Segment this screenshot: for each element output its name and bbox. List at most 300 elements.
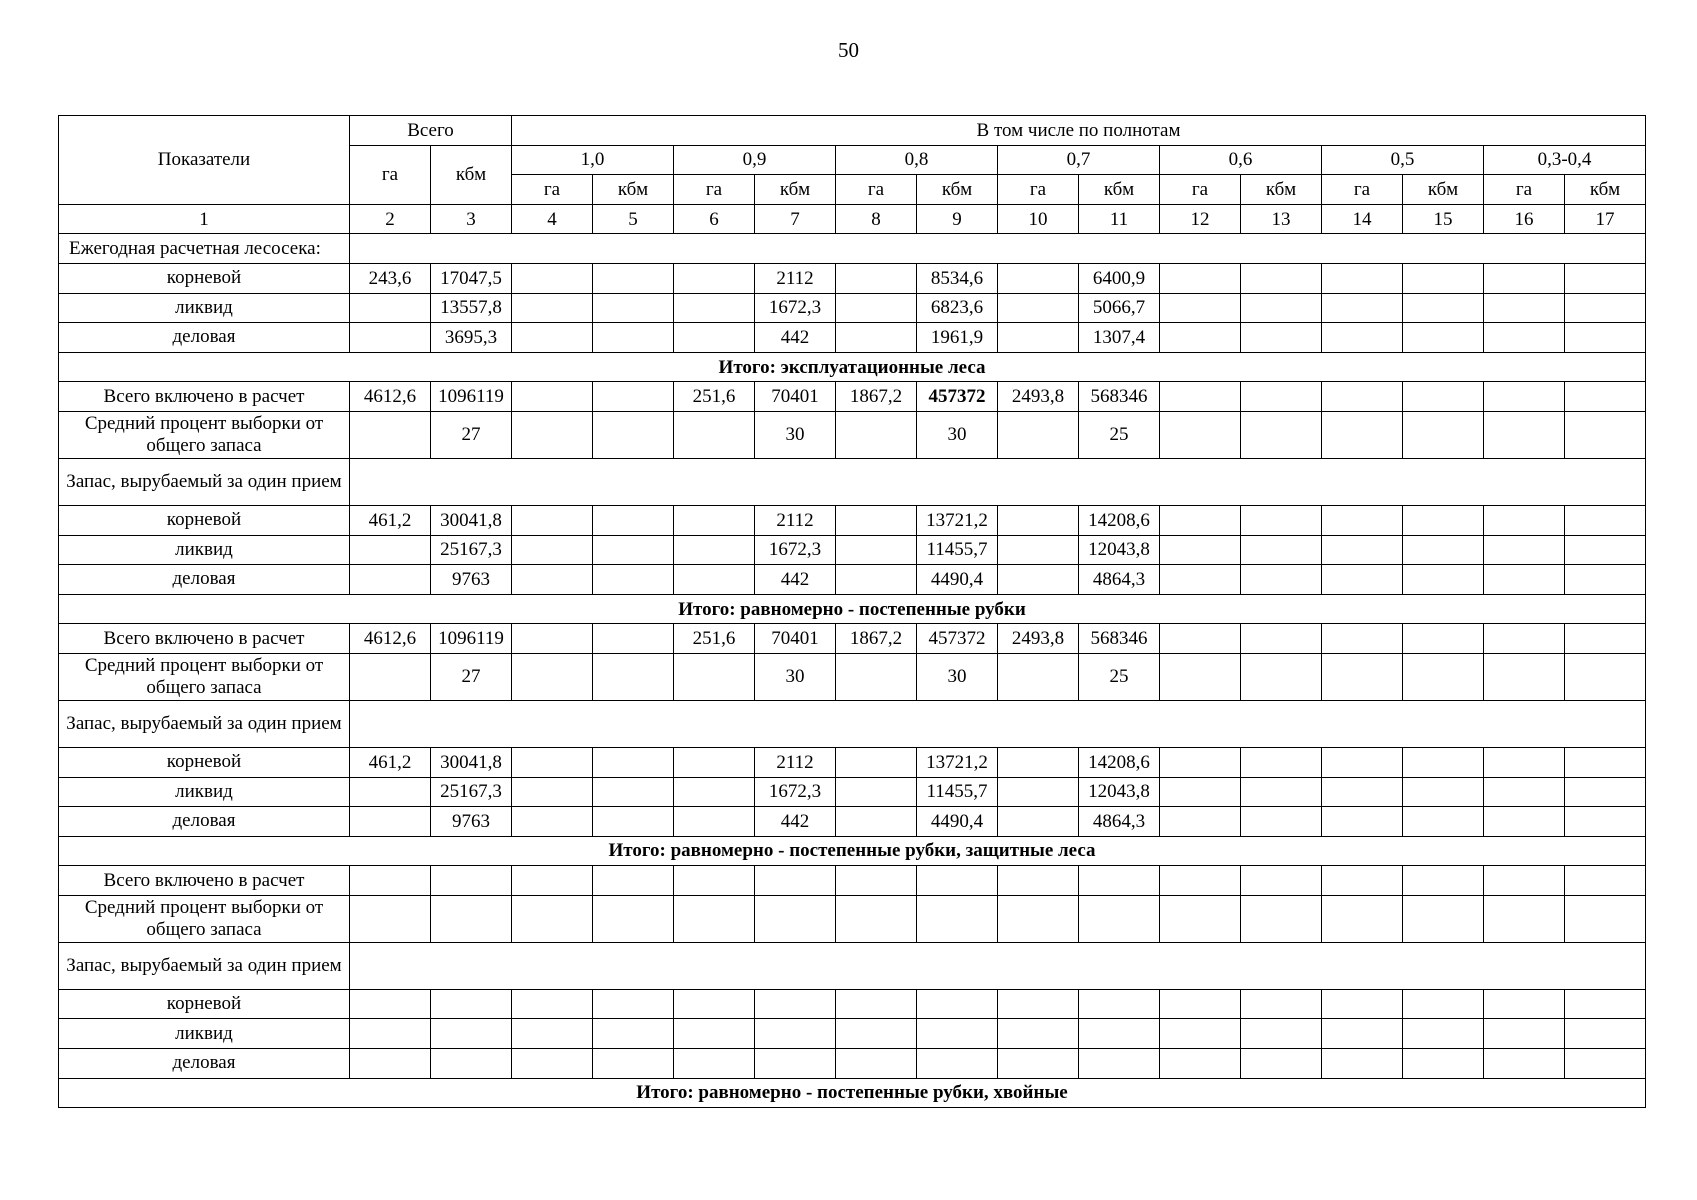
column-number-row	[59, 204, 1646, 234]
header-total-ha: га	[350, 145, 431, 204]
data-cell: 442	[755, 565, 836, 595]
data-cell	[998, 411, 1079, 458]
row-label: корневой	[59, 505, 350, 535]
column-number-cell: 2	[350, 204, 431, 234]
data-cell	[998, 895, 1079, 942]
data-cell	[1160, 624, 1241, 654]
row-label: деловая	[59, 1049, 350, 1079]
data-cell	[998, 807, 1079, 837]
row-label: Средний процент выборки от общего запаса	[59, 895, 350, 942]
data-cell	[1322, 263, 1403, 293]
data-cell: 4864,3	[1079, 807, 1160, 837]
data-cell	[674, 747, 755, 777]
row-label: деловая	[59, 565, 350, 595]
data-cell	[512, 411, 593, 458]
data-cell	[1484, 382, 1565, 412]
table-row	[59, 505, 1646, 535]
data-cell	[593, 411, 674, 458]
data-cell: 27	[431, 411, 512, 458]
data-cell	[1484, 323, 1565, 353]
data-cell: 12043,8	[1079, 777, 1160, 807]
data-cell	[1565, 866, 1646, 896]
header-unit-ha: га	[1160, 175, 1241, 205]
data-cell	[1160, 323, 1241, 353]
row-label: Запас, вырубаемый за один прием	[59, 458, 350, 505]
data-cell	[998, 293, 1079, 323]
column-number-cell: 17	[1565, 204, 1646, 234]
data-cell	[1484, 1049, 1565, 1079]
data-cell	[512, 624, 593, 654]
row-label: Запас, вырубаемый за один прием	[59, 700, 350, 747]
header-unit-ha: га	[674, 175, 755, 205]
data-cell	[1322, 1019, 1403, 1049]
data-cell	[1322, 293, 1403, 323]
data-cell	[1484, 263, 1565, 293]
group-label-row	[59, 234, 1646, 264]
table-row	[59, 1049, 1646, 1079]
section-title: Итого: равномерно - постепенные рубки, хвойные	[59, 1078, 1646, 1108]
data-cell	[674, 293, 755, 323]
data-cell: 25	[1079, 653, 1160, 700]
data-cell	[1322, 747, 1403, 777]
table-row	[59, 293, 1646, 323]
column-number-cell: 8	[836, 204, 917, 234]
data-cell	[674, 323, 755, 353]
data-cell	[512, 382, 593, 412]
data-cell	[512, 1019, 593, 1049]
data-cell	[1565, 323, 1646, 353]
table-row	[59, 323, 1646, 353]
data-cell: 6400,9	[1079, 263, 1160, 293]
table-row	[59, 895, 1646, 942]
data-cell	[1403, 293, 1484, 323]
row-label: ликвид	[59, 293, 350, 323]
group-label-row	[59, 458, 1646, 505]
table-row	[59, 411, 1646, 458]
data-cell	[512, 747, 593, 777]
data-cell	[1403, 565, 1484, 595]
table-row	[59, 263, 1646, 293]
data-cell: 30041,8	[431, 505, 512, 535]
data-cell	[755, 1019, 836, 1049]
row-label: Всего включено в расчет	[59, 624, 350, 654]
header-unit-kbm: кбм	[593, 175, 674, 205]
data-cell	[1160, 505, 1241, 535]
section-title: Итого: эксплуатационные леса	[59, 352, 1646, 382]
data-cell: 30	[917, 653, 998, 700]
column-number-cell: 5	[593, 204, 674, 234]
data-cell	[998, 1019, 1079, 1049]
data-cell: 9763	[431, 565, 512, 595]
section-total-row	[59, 594, 1646, 624]
data-cell	[836, 989, 917, 1019]
data-cell	[1160, 1049, 1241, 1079]
data-cell	[350, 411, 431, 458]
data-cell	[431, 1019, 512, 1049]
data-cell	[1565, 505, 1646, 535]
data-cell	[593, 989, 674, 1019]
data-cell: 1867,2	[836, 624, 917, 654]
data-cell	[1403, 895, 1484, 942]
data-cell: 1867,2	[836, 382, 917, 412]
data-cell: 1672,3	[755, 535, 836, 565]
row-label: ликвид	[59, 777, 350, 807]
data-cell	[1565, 895, 1646, 942]
data-cell: 12043,8	[1079, 535, 1160, 565]
data-cell	[1160, 1019, 1241, 1049]
data-cell	[593, 293, 674, 323]
data-cell	[1484, 505, 1565, 535]
data-cell	[674, 653, 755, 700]
forest-felling-table	[58, 115, 1646, 1108]
data-cell	[1403, 1019, 1484, 1049]
data-cell	[1565, 653, 1646, 700]
data-cell	[1484, 807, 1565, 837]
data-cell	[1241, 1049, 1322, 1079]
header-unit-ha: га	[1484, 175, 1565, 205]
data-cell	[350, 895, 431, 942]
data-cell	[674, 777, 755, 807]
data-cell	[755, 1049, 836, 1079]
data-cell	[998, 263, 1079, 293]
data-cell	[1565, 807, 1646, 837]
column-number-cell: 3	[431, 204, 512, 234]
data-cell	[998, 505, 1079, 535]
data-cell	[1565, 624, 1646, 654]
header-unit-kbm: кбм	[1565, 175, 1646, 205]
data-cell	[593, 807, 674, 837]
data-cell: 1672,3	[755, 293, 836, 323]
header-density: 0,3-0,4	[1484, 145, 1646, 175]
data-cell: 4612,6	[350, 624, 431, 654]
data-cell: 13557,8	[431, 293, 512, 323]
data-cell: 2112	[755, 747, 836, 777]
data-cell	[1484, 747, 1565, 777]
data-cell	[593, 382, 674, 412]
data-cell	[1322, 535, 1403, 565]
data-cell	[998, 323, 1079, 353]
data-cell	[836, 263, 917, 293]
group-label-row	[59, 942, 1646, 989]
data-cell	[1403, 807, 1484, 837]
data-cell	[836, 653, 917, 700]
header-unit-ha: га	[998, 175, 1079, 205]
data-cell	[917, 1019, 998, 1049]
data-cell	[512, 895, 593, 942]
table-row	[59, 624, 1646, 654]
data-cell: 2112	[755, 505, 836, 535]
empty-span-cell	[350, 234, 1646, 264]
data-cell	[1565, 989, 1646, 1019]
data-cell: 1672,3	[755, 777, 836, 807]
data-cell: 1096119	[431, 624, 512, 654]
data-cell	[998, 535, 1079, 565]
data-cell	[512, 565, 593, 595]
data-cell	[512, 293, 593, 323]
row-label: Запас, вырубаемый за один прием	[59, 942, 350, 989]
data-cell	[350, 989, 431, 1019]
data-cell	[512, 535, 593, 565]
data-cell	[836, 747, 917, 777]
data-cell	[350, 1049, 431, 1079]
data-cell: 25167,3	[431, 777, 512, 807]
data-cell	[1322, 624, 1403, 654]
data-cell	[1241, 747, 1322, 777]
data-cell	[1241, 1019, 1322, 1049]
data-cell	[1565, 747, 1646, 777]
table-row	[59, 747, 1646, 777]
table-row	[59, 653, 1646, 700]
data-cell: 1307,4	[1079, 323, 1160, 353]
data-cell: 1096119	[431, 382, 512, 412]
data-cell	[755, 895, 836, 942]
data-cell	[350, 535, 431, 565]
data-cell: 27	[431, 653, 512, 700]
data-cell	[998, 777, 1079, 807]
data-cell	[1241, 565, 1322, 595]
data-cell	[350, 565, 431, 595]
column-number-cell: 14	[1322, 204, 1403, 234]
header-total: Всего	[350, 116, 512, 146]
row-label: ликвид	[59, 535, 350, 565]
data-cell	[512, 1049, 593, 1079]
data-cell	[1241, 535, 1322, 565]
data-cell	[1241, 989, 1322, 1019]
data-cell: 11455,7	[917, 777, 998, 807]
data-cell	[1403, 411, 1484, 458]
row-label: корневой	[59, 747, 350, 777]
column-number-cell: 11	[1079, 204, 1160, 234]
data-cell	[1403, 624, 1484, 654]
data-cell	[512, 777, 593, 807]
data-cell	[1565, 1049, 1646, 1079]
data-cell	[1241, 653, 1322, 700]
data-cell: 5066,7	[1079, 293, 1160, 323]
data-cell	[836, 777, 917, 807]
header-unit-ha: га	[512, 175, 593, 205]
data-cell: 3695,3	[431, 323, 512, 353]
data-cell	[1160, 411, 1241, 458]
data-cell	[1484, 1019, 1565, 1049]
data-cell	[1160, 747, 1241, 777]
data-cell	[755, 989, 836, 1019]
data-cell	[593, 535, 674, 565]
data-cell	[512, 263, 593, 293]
header-indicators: Показатели	[59, 116, 350, 205]
data-cell	[593, 323, 674, 353]
data-cell: 4490,4	[917, 807, 998, 837]
data-cell	[674, 866, 755, 896]
row-label: Средний процент выборки от общего запаса	[59, 653, 350, 700]
column-number-cell: 1	[59, 204, 350, 234]
data-cell	[1565, 1019, 1646, 1049]
data-cell	[998, 653, 1079, 700]
empty-span-cell	[350, 458, 1646, 505]
data-cell	[674, 1019, 755, 1049]
data-cell: 30	[917, 411, 998, 458]
data-cell	[1484, 411, 1565, 458]
row-label: корневой	[59, 263, 350, 293]
column-number-cell: 12	[1160, 204, 1241, 234]
data-cell	[1160, 807, 1241, 837]
data-cell	[836, 1019, 917, 1049]
data-cell	[1403, 1049, 1484, 1079]
data-cell	[917, 895, 998, 942]
data-cell	[1403, 263, 1484, 293]
column-number-cell: 6	[674, 204, 755, 234]
data-cell	[1565, 263, 1646, 293]
data-cell	[1160, 382, 1241, 412]
data-cell	[836, 895, 917, 942]
row-label: Всего включено в расчет	[59, 866, 350, 896]
data-cell: 13721,2	[917, 505, 998, 535]
data-cell: 25167,3	[431, 535, 512, 565]
row-label: ликвид	[59, 1019, 350, 1049]
data-cell	[674, 807, 755, 837]
data-cell: 2493,8	[998, 382, 1079, 412]
data-cell	[1565, 777, 1646, 807]
data-cell	[1160, 777, 1241, 807]
header-density: 0,5	[1322, 145, 1484, 175]
header-density: 0,9	[674, 145, 836, 175]
row-label: Всего включено в расчет	[59, 382, 350, 412]
table-row	[59, 1019, 1646, 1049]
empty-span-cell	[350, 700, 1646, 747]
data-cell	[1322, 411, 1403, 458]
data-cell: 4612,6	[350, 382, 431, 412]
data-cell	[1079, 1019, 1160, 1049]
data-cell	[1484, 989, 1565, 1019]
header-unit-ha: га	[836, 175, 917, 205]
header-density: 0,8	[836, 145, 998, 175]
data-cell	[1160, 989, 1241, 1019]
data-cell	[1322, 989, 1403, 1019]
page-number: 50	[838, 38, 859, 62]
data-cell	[1484, 565, 1565, 595]
row-label: деловая	[59, 323, 350, 353]
data-cell	[1322, 777, 1403, 807]
table-row	[59, 989, 1646, 1019]
data-cell	[998, 565, 1079, 595]
data-cell	[350, 866, 431, 896]
data-cell	[593, 505, 674, 535]
data-cell	[1403, 777, 1484, 807]
data-cell	[836, 505, 917, 535]
data-cell: 243,6	[350, 263, 431, 293]
table-row	[59, 807, 1646, 837]
data-cell	[1322, 382, 1403, 412]
data-cell: 251,6	[674, 624, 755, 654]
data-cell: 4864,3	[1079, 565, 1160, 595]
data-cell	[674, 535, 755, 565]
data-cell	[1322, 505, 1403, 535]
column-number-cell: 9	[917, 204, 998, 234]
data-cell	[1484, 293, 1565, 323]
data-cell	[836, 293, 917, 323]
data-cell	[836, 866, 917, 896]
data-cell	[1322, 653, 1403, 700]
column-number-cell: 4	[512, 204, 593, 234]
data-cell	[512, 323, 593, 353]
data-cell	[1565, 565, 1646, 595]
data-cell	[836, 323, 917, 353]
data-cell: 442	[755, 323, 836, 353]
empty-span-cell	[350, 942, 1646, 989]
data-cell	[350, 323, 431, 353]
data-cell	[431, 866, 512, 896]
data-cell	[593, 263, 674, 293]
data-cell: 461,2	[350, 747, 431, 777]
data-cell	[1484, 866, 1565, 896]
column-number-cell: 13	[1241, 204, 1322, 234]
data-cell	[1241, 323, 1322, 353]
data-cell	[674, 895, 755, 942]
data-cell	[836, 1049, 917, 1079]
data-cell	[836, 565, 917, 595]
data-cell	[593, 565, 674, 595]
data-cell	[1241, 866, 1322, 896]
data-cell	[1160, 565, 1241, 595]
data-cell	[1079, 1049, 1160, 1079]
data-cell	[1079, 895, 1160, 942]
data-cell: 17047,5	[431, 263, 512, 293]
data-cell: 25	[1079, 411, 1160, 458]
data-cell	[674, 565, 755, 595]
row-label: деловая	[59, 807, 350, 837]
data-cell	[998, 747, 1079, 777]
data-cell	[1403, 653, 1484, 700]
data-cell	[593, 866, 674, 896]
data-cell: 13721,2	[917, 747, 998, 777]
data-cell	[1079, 866, 1160, 896]
data-cell	[1241, 411, 1322, 458]
data-cell	[674, 263, 755, 293]
data-cell: 457372	[917, 382, 998, 412]
data-cell: 2493,8	[998, 624, 1079, 654]
data-cell: 30041,8	[431, 747, 512, 777]
data-cell	[1484, 777, 1565, 807]
data-cell	[1403, 323, 1484, 353]
data-cell: 568346	[1079, 382, 1160, 412]
table-row	[59, 535, 1646, 565]
data-cell: 461,2	[350, 505, 431, 535]
row-label: Средний процент выборки от общего запаса	[59, 411, 350, 458]
data-cell	[1160, 866, 1241, 896]
data-cell	[998, 1049, 1079, 1079]
header-unit-kbm: кбм	[917, 175, 998, 205]
data-cell: 30	[755, 653, 836, 700]
header-unit-kbm: кбм	[755, 175, 836, 205]
data-cell	[1403, 747, 1484, 777]
data-cell	[1565, 411, 1646, 458]
data-cell	[998, 989, 1079, 1019]
data-cell	[1160, 263, 1241, 293]
data-cell	[998, 866, 1079, 896]
data-cell	[593, 1049, 674, 1079]
data-cell	[593, 653, 674, 700]
data-cell	[917, 866, 998, 896]
section-title: Итого: равномерно - постепенные рубки, защитные леса	[59, 836, 1646, 866]
data-cell: 11455,7	[917, 535, 998, 565]
data-cell	[512, 505, 593, 535]
data-cell	[1403, 989, 1484, 1019]
column-number-cell: 7	[755, 204, 836, 234]
data-cell	[1322, 895, 1403, 942]
header-unit-ha: га	[1322, 175, 1403, 205]
data-cell	[1403, 382, 1484, 412]
data-cell: 6823,6	[917, 293, 998, 323]
data-cell	[1160, 895, 1241, 942]
